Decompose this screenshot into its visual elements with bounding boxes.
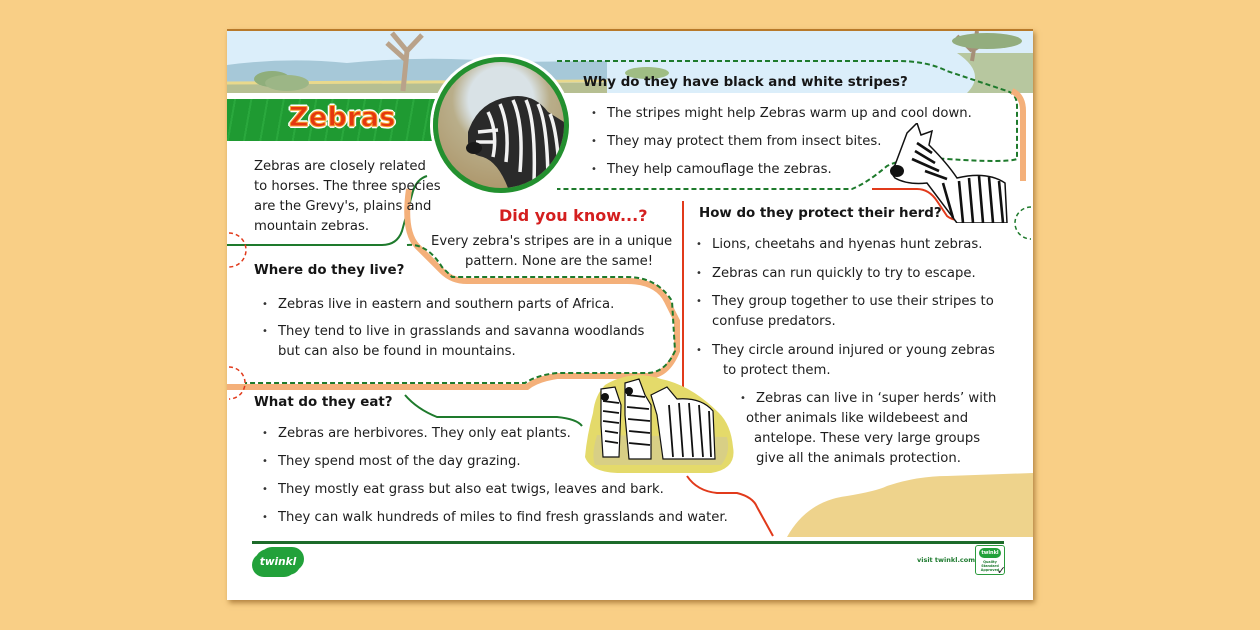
live-heading: Where do they live? [254, 263, 405, 278]
protect-bullet-5-cont-3: give all the animals protection. [756, 451, 961, 466]
protect-bullet-4-cont: to protect them. [723, 363, 831, 378]
protect-bullet-3: • They group together to use their stripes to [696, 292, 994, 312]
checkmark-icon: ✓ [996, 564, 1006, 577]
did-you-know-heading: Did you know...? [499, 206, 648, 225]
stripes-bullet-3: • They help camouflage the zebras. [591, 160, 832, 180]
zebra-photo [433, 57, 569, 193]
eat-heading: What do they eat? [254, 395, 393, 410]
protect-heading: How do they protect their herd? [699, 206, 942, 221]
protect-bullet-5: • Zebras can live in ‘super herds’ with [740, 389, 996, 409]
intro-line-1: Zebras are closely related [254, 159, 426, 174]
did-you-know-line-1: Every zebra's stripes are in a unique [431, 234, 673, 249]
quality-standard-badge [975, 545, 1005, 575]
stripes-heading: Why do they have black and white stripes? [583, 75, 908, 90]
zebra-head-icon [438, 62, 564, 188]
protect-bullet-4: • They circle around injured or young zebras [696, 341, 995, 361]
live-bullet-2-cont: but can also be found in mountains. [278, 344, 516, 359]
badge-text: Quality Standard Approved [980, 560, 1000, 572]
badge-logo: twinkl [979, 548, 1001, 558]
protect-bullet-1: • Lions, cheetahs and hyenas hunt zebras. [696, 235, 982, 255]
eat-bullet-3: • They mostly eat grass but also eat twigs, leaves and bark. [262, 480, 664, 500]
stripes-bullet-1: • The stripes might help Zebras warm up and cool down. [591, 104, 972, 124]
protect-bullet-5-cont-1: other animals like wildebeest and [746, 411, 969, 426]
footer-divider [252, 541, 1004, 544]
live-bullet-1: • Zebras live in eastern and southern parts of Africa. [262, 295, 614, 315]
protect-bullet-5-cont-2: antelope. These very large groups [754, 431, 981, 446]
protect-bullet-3-cont: confuse predators. [712, 314, 836, 329]
eat-bullet-4: • They can walk hundreds of miles to find fresh grasslands and water. [262, 508, 728, 528]
visit-link[interactable]: visit twinkl.com [917, 556, 976, 564]
eat-bullet-1: • Zebras are herbivores. They only eat plants. [262, 424, 571, 444]
zebra-herd-illustration [581, 365, 739, 477]
poster-title: Zebras [289, 102, 396, 133]
live-bullet-2: • They tend to live in grasslands and savanna woodlands [262, 322, 644, 342]
twinkl-logo: twinkl [255, 549, 301, 575]
stripes-bullet-2: • They may protect them from insect bites. [591, 132, 881, 152]
intro-line-3: are the Grevy's, plains and [254, 199, 432, 214]
eat-bullet-2: • They spend most of the day grazing. [262, 452, 521, 472]
protect-bullet-2: • Zebras can run quickly to try to escape. [696, 264, 976, 284]
intro-line-2: to horses. The three species [254, 179, 441, 194]
intro-line-4: mountain zebras. [254, 219, 370, 234]
zebra-fact-poster [227, 29, 1033, 600]
did-you-know-line-2: pattern. None are the same! [465, 254, 653, 269]
